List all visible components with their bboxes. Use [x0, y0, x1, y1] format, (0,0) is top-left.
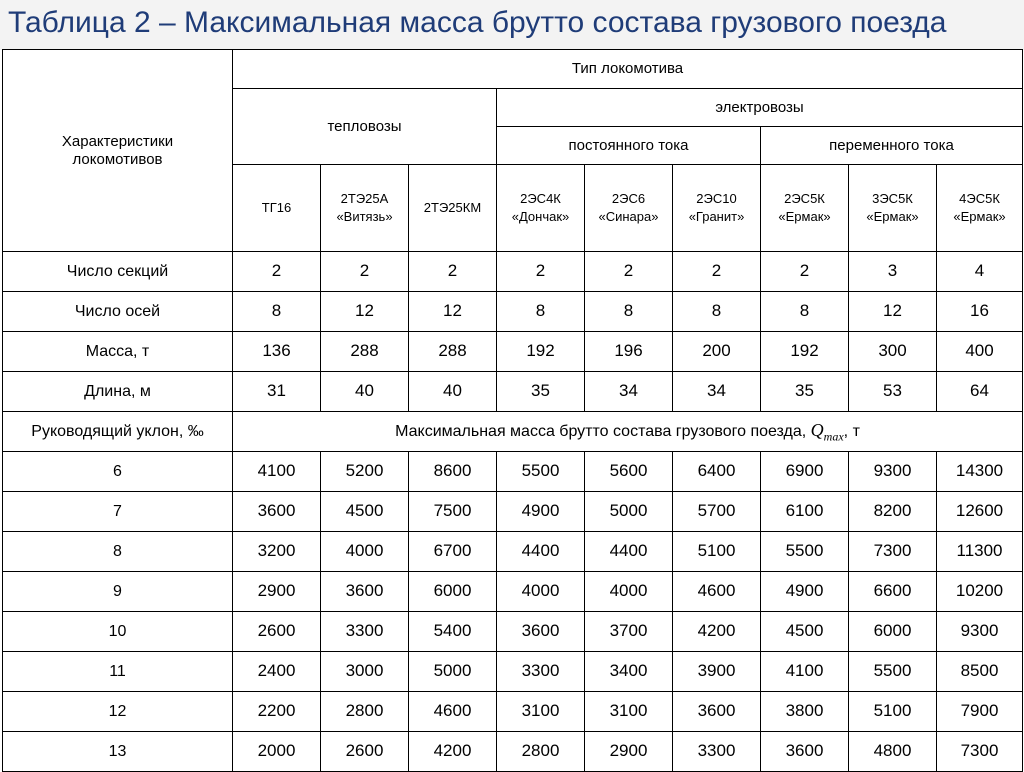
- grade-header: Руководящий уклон, ‰: [3, 412, 233, 452]
- table-cell: 12: [849, 292, 937, 332]
- table-cell: 2: [585, 252, 673, 292]
- table-cell: 2900: [233, 572, 321, 612]
- table-cell: 31: [233, 372, 321, 412]
- model-header: [409, 165, 497, 252]
- model-header: [497, 165, 585, 252]
- table-cell: 2000: [233, 732, 321, 772]
- table-cell: 5500: [761, 532, 849, 572]
- table-cell: 2200: [233, 692, 321, 732]
- table-cell: 4500: [761, 612, 849, 652]
- table-cell: 5600: [585, 452, 673, 492]
- table-cell: 6100: [761, 492, 849, 532]
- table-cell: 2: [497, 252, 585, 292]
- table-cell: 8: [673, 292, 761, 332]
- characteristics-header: Характеристики локомотивов: [3, 50, 233, 252]
- grade-value: 10: [3, 612, 233, 652]
- model-header: [321, 165, 409, 252]
- table-cell: 4900: [761, 572, 849, 612]
- model-name: 2ЭС6: [611, 191, 646, 207]
- table-cell: 4200: [673, 612, 761, 652]
- table-cell: 16: [937, 292, 1023, 332]
- table-cell: 2: [761, 252, 849, 292]
- table-cell: 3300: [321, 612, 409, 652]
- table-cell: 3: [849, 252, 937, 292]
- table-cell: 7500: [409, 492, 497, 532]
- model-name: 2ЭС5К: [784, 191, 825, 207]
- table-cell: 9300: [849, 452, 937, 492]
- model-nickname: «Синара»: [598, 209, 659, 224]
- table-cell: 192: [497, 332, 585, 372]
- table-row: [3, 532, 1023, 572]
- model-header: [233, 165, 321, 252]
- table-cell: 2: [233, 252, 321, 292]
- model-header: [849, 165, 937, 252]
- table-cell: 2: [673, 252, 761, 292]
- model-name: 2ЭС4К: [520, 191, 561, 207]
- table-cell: 5100: [849, 692, 937, 732]
- table-cell: 192: [761, 332, 849, 372]
- ac-header: переменного тока: [761, 127, 1023, 165]
- table-row: [3, 292, 1023, 332]
- model-name: 3ЭС5К: [872, 191, 913, 207]
- dc-header: постоянного тока: [497, 127, 761, 165]
- table-cell: 288: [321, 332, 409, 372]
- table-cell: 2800: [497, 732, 585, 772]
- table-cell: 3000: [321, 652, 409, 692]
- table-cell: 136: [233, 332, 321, 372]
- table-cell: 2600: [233, 612, 321, 652]
- model-name: 4ЭС5К: [959, 191, 1000, 207]
- title-bar: [0, 0, 1024, 50]
- table-row: [3, 692, 1023, 732]
- table-row: [3, 332, 1023, 372]
- table-row: [3, 372, 1023, 412]
- table-cell: 64: [937, 372, 1023, 412]
- spec-label: Масса, т: [3, 332, 233, 372]
- table-cell: 35: [761, 372, 849, 412]
- table-row: [3, 612, 1023, 652]
- table-cell: 3800: [761, 692, 849, 732]
- table-cell: 34: [673, 372, 761, 412]
- table-row: [3, 492, 1023, 532]
- table-row: [3, 652, 1023, 692]
- table-cell: 3300: [497, 652, 585, 692]
- model-header: [937, 165, 1023, 252]
- spec-label: Длина, м: [3, 372, 233, 412]
- table-cell: 40: [321, 372, 409, 412]
- mass-unit: , т: [843, 422, 860, 440]
- diesel-header: тепловозы: [233, 89, 497, 165]
- grade-value: 13: [3, 732, 233, 772]
- spec-label: Число секций: [3, 252, 233, 292]
- table-cell: 200: [673, 332, 761, 372]
- table-cell: 53: [849, 372, 937, 412]
- table-cell: 6600: [849, 572, 937, 612]
- table-cell: 4900: [497, 492, 585, 532]
- page-title: Таблица 2 – Максимальная масса брутто состава грузового поезда: [8, 6, 947, 39]
- table-cell: 8: [233, 292, 321, 332]
- spec-label: Число осей: [3, 292, 233, 332]
- mass-header: [233, 412, 1023, 452]
- table-cell: 12: [409, 292, 497, 332]
- table-cell: 288: [409, 332, 497, 372]
- table-cell: 34: [585, 372, 673, 412]
- table-cell: 8600: [409, 452, 497, 492]
- model-nickname: «Витязь»: [336, 209, 393, 224]
- table-cell: 4100: [233, 452, 321, 492]
- table-cell: 5000: [409, 652, 497, 692]
- table-cell: 4000: [585, 572, 673, 612]
- table-cell: 2400: [233, 652, 321, 692]
- model-name: 2ЭС10: [696, 191, 737, 207]
- model-header: [585, 165, 673, 252]
- table-cell: 10200: [937, 572, 1023, 612]
- table-cell: 12: [321, 292, 409, 332]
- table-cell: 12600: [937, 492, 1023, 532]
- model-nickname: «Ермак»: [866, 209, 919, 224]
- table-cell: 2600: [321, 732, 409, 772]
- table-cell: 5200: [321, 452, 409, 492]
- table-cell: 6000: [409, 572, 497, 612]
- table-cell: 5100: [673, 532, 761, 572]
- grade-value: 8: [3, 532, 233, 572]
- table-cell: 2: [321, 252, 409, 292]
- table-cell: 6000: [849, 612, 937, 652]
- table-cell: 4000: [497, 572, 585, 612]
- mass-symbol: [810, 419, 844, 444]
- table-cell: 3100: [497, 692, 585, 732]
- table-cell: 4500: [321, 492, 409, 532]
- table-cell: 8: [761, 292, 849, 332]
- table-cell: 5700: [673, 492, 761, 532]
- table-cell: 5400: [409, 612, 497, 652]
- table-cell: 4400: [497, 532, 585, 572]
- table-cell: 35: [497, 372, 585, 412]
- table-cell: 3200: [233, 532, 321, 572]
- model-name: 2ТЭ25А: [340, 191, 389, 207]
- grade-value: 12: [3, 692, 233, 732]
- table-cell: 8: [585, 292, 673, 332]
- model-nickname: «Ермак»: [778, 209, 831, 224]
- grade-value: 7: [3, 492, 233, 532]
- table-cell: 8200: [849, 492, 937, 532]
- table-cell: 7300: [849, 532, 937, 572]
- locomotive-type-header: Тип локомотива: [233, 50, 1023, 89]
- table-cell: 6900: [761, 452, 849, 492]
- table-cell: 3600: [321, 572, 409, 612]
- mass-header-text: Максимальная масса брутто состава грузового поезда,: [395, 422, 807, 440]
- table-cell: 400: [937, 332, 1023, 372]
- table-cell: 3900: [673, 652, 761, 692]
- table-cell: 3600: [673, 692, 761, 732]
- mass-symbol-letter: Q: [810, 419, 824, 440]
- electric-header: электровозы: [497, 89, 1023, 127]
- table-cell: 3700: [585, 612, 673, 652]
- table-cell: 5500: [497, 452, 585, 492]
- table-cell: 3100: [585, 692, 673, 732]
- table-cell: 2: [409, 252, 497, 292]
- table-cell: 7300: [937, 732, 1023, 772]
- table-cell: 2900: [585, 732, 673, 772]
- model-name: ТГ16: [261, 200, 292, 216]
- train-mass-table: [2, 49, 1023, 772]
- grade-value: 9: [3, 572, 233, 612]
- table-row: [3, 572, 1023, 612]
- table-cell: 5000: [585, 492, 673, 532]
- table-cell: 7900: [937, 692, 1023, 732]
- table-cell: 4600: [409, 692, 497, 732]
- mass-subscript: max: [823, 429, 844, 444]
- table-cell: 4000: [321, 532, 409, 572]
- table-cell: 8: [497, 292, 585, 332]
- table-cell: 3600: [497, 612, 585, 652]
- table-cell: 4600: [673, 572, 761, 612]
- table-cell: 4100: [761, 652, 849, 692]
- table-cell: 4200: [409, 732, 497, 772]
- model-header: [673, 165, 761, 252]
- table-cell: 4400: [585, 532, 673, 572]
- table-cell: 6400: [673, 452, 761, 492]
- grade-value: 11: [3, 652, 233, 692]
- table-cell: 3600: [233, 492, 321, 532]
- table-cell: 3300: [673, 732, 761, 772]
- table-cell: 8500: [937, 652, 1023, 692]
- table-row: [3, 732, 1023, 772]
- table-cell: 5500: [849, 652, 937, 692]
- table-row: [3, 252, 1023, 292]
- table-cell: 2800: [321, 692, 409, 732]
- table-cell: 6700: [409, 532, 497, 572]
- model-name: 2ТЭ25КМ: [423, 200, 482, 216]
- table-cell: 11300: [937, 532, 1023, 572]
- table-cell: 9300: [937, 612, 1023, 652]
- table-cell: 196: [585, 332, 673, 372]
- table-row: [3, 452, 1023, 492]
- table-cell: 4: [937, 252, 1023, 292]
- model-nickname: «Дончак»: [511, 209, 570, 224]
- table-cell: 3400: [585, 652, 673, 692]
- model-nickname: «Гранит»: [688, 209, 745, 224]
- table-cell: 40: [409, 372, 497, 412]
- model-nickname: «Ермак»: [953, 209, 1006, 224]
- table-cell: 4800: [849, 732, 937, 772]
- table-cell: 3600: [761, 732, 849, 772]
- grade-value: 6: [3, 452, 233, 492]
- model-header: [761, 165, 849, 252]
- table-cell: 14300: [937, 452, 1023, 492]
- table-cell: 300: [849, 332, 937, 372]
